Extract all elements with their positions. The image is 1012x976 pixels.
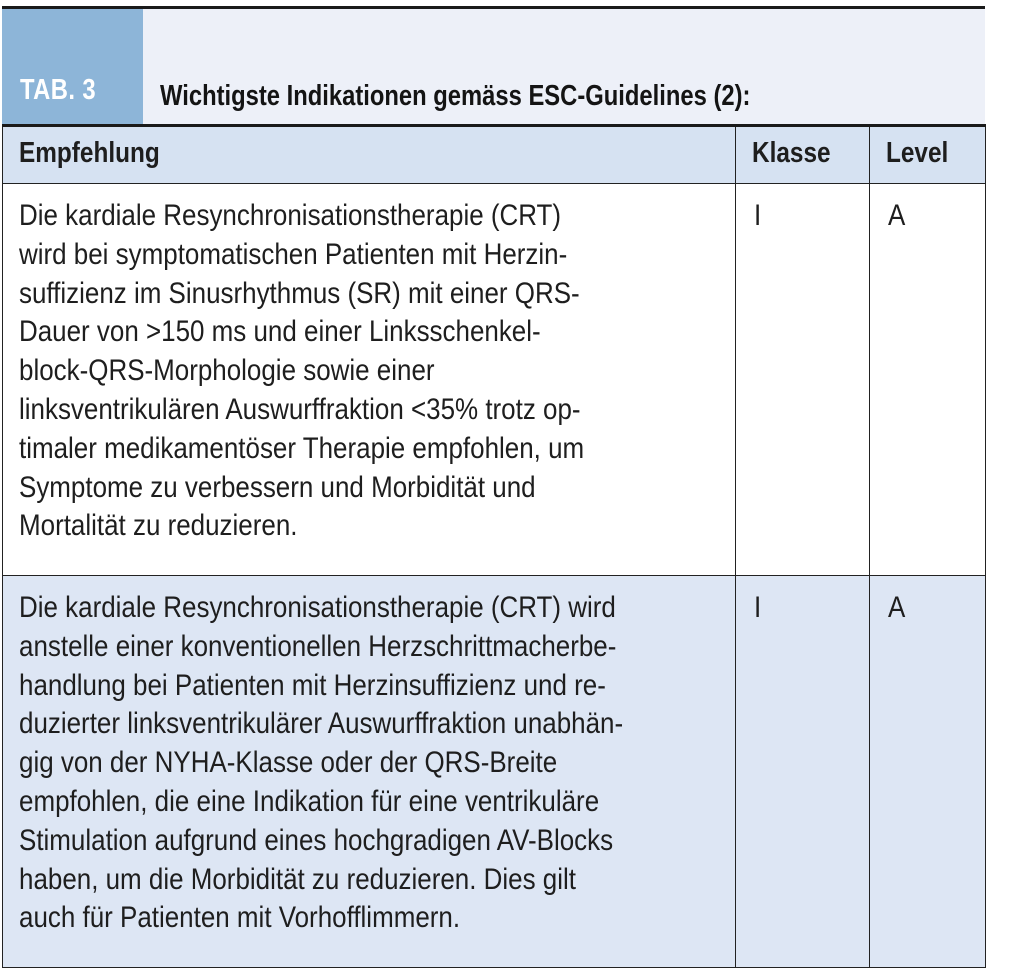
table-title-bar bbox=[2, 6, 985, 124]
table-title: Wichtigste Indikationen gemäss ESC-Guidelines (2): bbox=[160, 80, 751, 112]
column-header-level: Level bbox=[870, 126, 986, 184]
recommendations-table bbox=[2, 124, 986, 968]
table-row bbox=[3, 576, 986, 968]
column-header-empfehlung: Empfehlung bbox=[3, 126, 736, 184]
cell-level: A bbox=[870, 184, 986, 576]
cell-klasse: I bbox=[736, 576, 870, 968]
table-number-tab bbox=[2, 6, 143, 124]
recommendations-table-frame bbox=[2, 0, 985, 966]
table-row bbox=[3, 184, 986, 576]
cell-empfehlung: Die kardiale Resynchronisationstherapie (CRT) wird bei symptomatischen Patienten mit Herzin- suffizienz im Sinusrhythmus (SR) mit einer QRS- Dauer von >150 ms und einer Linksschenkel- block-QRS-Morphologie sowie einer linksventrikulären Auswurffraktion <35% trotz op- timaler medikamentöser Therapie empfohlen, um Symptome zu verbessern und Morbidität und Mortalität zu reduzieren. bbox=[3, 184, 736, 576]
cell-empfehlung: Die kardiale Resynchronisationstherapie (CRT) wird anstelle einer konventionellen Herzschrittmacherbe- handlung bei Patienten mit Herzinsuffizienz und re- duzierter linksventrikulärer Auswurffraktion unabhän- gig von der NYHA-Klasse oder der QRS-Breite empfohlen, die eine Indikation für eine ventrikuläre Stimulation aufgrund eines hochgradigen AV-Blocks haben, um die Morbidität zu reduzieren. Dies gilt auch für Patienten mit Vorhofflimmern. bbox=[3, 576, 736, 968]
cell-klasse: I bbox=[736, 184, 870, 576]
column-header-klasse: Klasse bbox=[736, 126, 870, 184]
table-header-row bbox=[3, 126, 986, 184]
cell-level: A bbox=[870, 576, 986, 968]
table-number-label: TAB. 3 bbox=[20, 74, 97, 106]
